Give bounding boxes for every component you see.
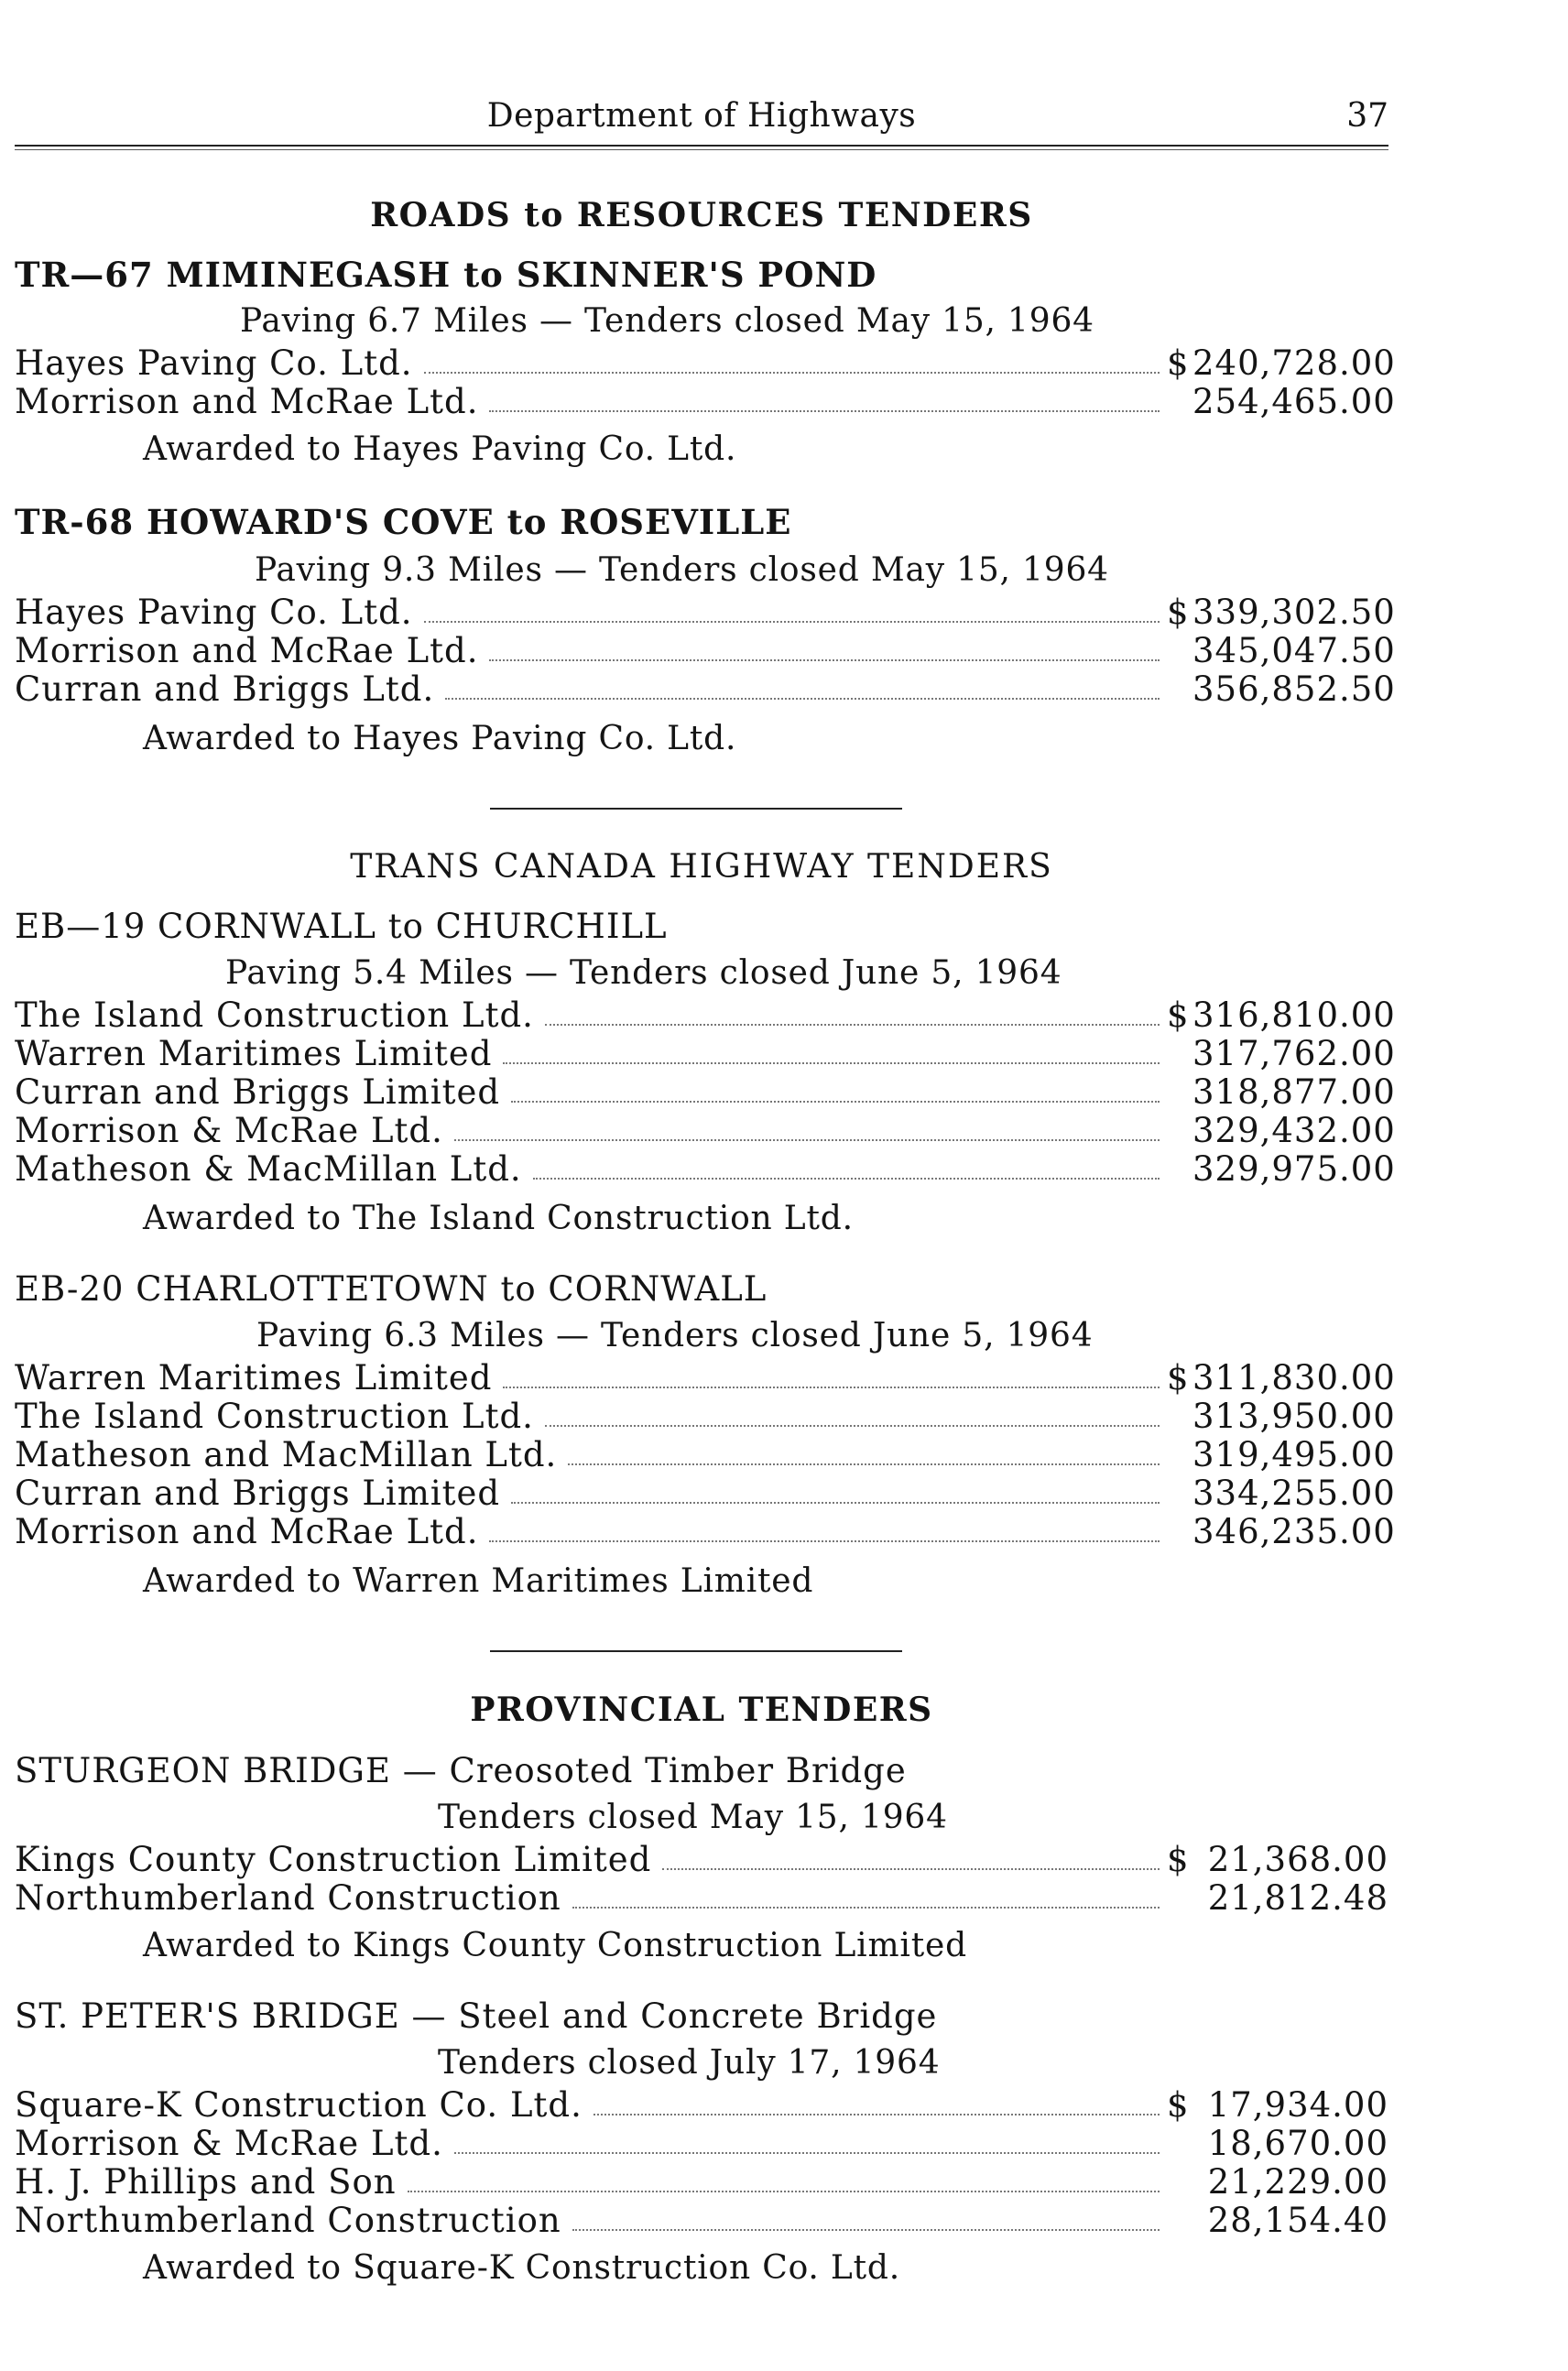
bid-row — [15, 1473, 1396, 1513]
bid-row — [15, 2161, 1388, 2202]
bid-amount: 329,975.00 — [1192, 1149, 1396, 1189]
bidder-name: Warren Maritimes Limited — [15, 1034, 493, 1073]
bid-row — [15, 1357, 1396, 1398]
section-divider — [490, 808, 902, 810]
dot-leader — [572, 2229, 1160, 2231]
bidder-name: Hayes Paving Co. Ltd. — [15, 343, 413, 383]
page-number: 37 — [1346, 97, 1388, 135]
tender-meta: Tenders closed May 15, 1964 — [438, 1799, 948, 1836]
bid-amount: 329,432.00 — [1192, 1111, 1396, 1150]
tender-meta: Paving 6.3 Miles — Tenders closed June 5, 1964 — [256, 1317, 1094, 1354]
dot-leader — [489, 410, 1160, 412]
bid-row — [15, 343, 1396, 383]
bidder-name: Northumberland Construction — [15, 1878, 561, 1918]
bid-amount: 21,368.00 — [1207, 1840, 1388, 1879]
header-rule-thin — [15, 149, 1388, 150]
dollar-sign: $ — [1167, 1840, 1190, 1879]
dot-leader — [568, 1463, 1160, 1465]
dot-leader — [424, 621, 1160, 623]
bid-amount: 313,950.00 — [1192, 1397, 1396, 1436]
dot-leader — [572, 1907, 1160, 1909]
bidder-name: Matheson & MacMillan Ltd. — [15, 1149, 522, 1189]
bidder-name: Morrison & McRae Ltd. — [15, 1111, 443, 1150]
dot-leader — [408, 2191, 1160, 2192]
dot-leader — [454, 1139, 1160, 1141]
section-heading: PROVINCIAL TENDERS — [470, 1691, 933, 1729]
bid-row — [15, 381, 1396, 421]
bidder-name: Square-K Construction Co. Ltd. — [15, 2085, 583, 2125]
running-header — [15, 92, 1388, 156]
dot-leader — [503, 1062, 1160, 1064]
dollar-sign: $ — [1167, 1358, 1190, 1398]
tender-title: TR-68 HOWARD'S COVE to ROSEVILLE — [15, 502, 792, 542]
section-divider — [490, 1650, 902, 1652]
bid-amount: 254,465.00 — [1192, 382, 1396, 421]
bid-row — [15, 1110, 1396, 1150]
bid-amount: 21,812.48 — [1207, 1878, 1388, 1918]
bidder-name: Curran and Briggs Ltd. — [15, 669, 435, 709]
bidder-name: Matheson and MacMillan Ltd. — [15, 1435, 558, 1474]
dot-leader — [445, 698, 1160, 700]
tender-title: EB—19 CORNWALL to CHURCHILL — [15, 907, 668, 946]
bid-row — [15, 1511, 1396, 1551]
dot-leader — [489, 1540, 1160, 1542]
bidder-name: Morrison and McRae Ltd. — [15, 1512, 479, 1551]
tender-title: TR—67 MIMINEGASH to SKINNER'S POND — [15, 255, 877, 295]
tender-meta: Paving 9.3 Miles — Tenders closed May 15, 1964 — [255, 551, 1109, 589]
awarded-line: Awarded to Square-K Construction Co. Ltd. — [143, 2249, 900, 2287]
bid-amount: 21,229.00 — [1207, 2162, 1388, 2202]
dot-leader — [662, 1868, 1160, 1870]
bidder-name: Northumberland Construction — [15, 2201, 561, 2240]
bid-row — [15, 1877, 1388, 1918]
dollar-sign: $ — [1167, 2085, 1190, 2125]
awarded-line: Awarded to Hayes Paving Co. Ltd. — [143, 430, 737, 468]
dollar-sign: $ — [1167, 593, 1190, 632]
bid-row — [15, 2123, 1388, 2163]
bid-amount: 17,934.00 — [1207, 2085, 1388, 2125]
bid-row — [15, 995, 1396, 1035]
tender-title: ST. PETER'S BRIDGE — Steel and Concrete Bridge — [15, 1996, 938, 2036]
section-heading: ROADS to RESOURCES TENDERS — [370, 196, 1033, 234]
bid-row — [15, 1148, 1396, 1189]
bid-amount: 317,762.00 — [1192, 1034, 1396, 1073]
bid-amount: 345,047.50 — [1192, 631, 1396, 670]
tender-meta: Paving 6.7 Miles — Tenders closed May 15, 1964 — [240, 302, 1094, 340]
bidder-name: Warren Maritimes Limited — [15, 1358, 493, 1398]
bid-amount: 356,852.50 — [1192, 669, 1396, 709]
bid-amount: 316,810.00 — [1192, 995, 1396, 1035]
tender-meta: Tenders closed July 17, 1964 — [438, 2044, 941, 2082]
bid-amount: 334,255.00 — [1192, 1474, 1396, 1513]
bidder-name: Hayes Paving Co. Ltd. — [15, 593, 413, 632]
bid-amount: 18,670.00 — [1207, 2124, 1388, 2163]
awarded-line: Awarded to Kings County Construction Limited — [143, 1927, 967, 1964]
bidder-name: Curran and Briggs Limited — [15, 1474, 501, 1513]
awarded-line: Awarded to Hayes Paving Co. Ltd. — [143, 720, 737, 757]
bid-row — [15, 1071, 1396, 1112]
bid-amount: 346,235.00 — [1192, 1512, 1396, 1551]
dot-leader — [593, 2114, 1160, 2115]
tender-meta: Paving 5.4 Miles — Tenders closed June 5, 1964 — [225, 954, 1062, 992]
bidder-name: Morrison and McRae Ltd. — [15, 382, 479, 421]
bidder-name: The Island Construction Ltd. — [15, 995, 534, 1035]
bid-amount: 28,154.40 — [1207, 2201, 1388, 2240]
bid-row — [15, 2084, 1388, 2125]
running-title: Department of Highways — [486, 97, 917, 135]
header-rule — [15, 145, 1388, 147]
bidder-name: Morrison and McRae Ltd. — [15, 631, 479, 670]
bid-row — [15, 2200, 1388, 2240]
bid-amount: 240,728.00 — [1192, 343, 1396, 383]
bid-row — [15, 1839, 1388, 1879]
dollar-sign: $ — [1167, 343, 1190, 383]
dot-leader — [533, 1178, 1160, 1180]
bid-amount: 319,495.00 — [1192, 1435, 1396, 1474]
bid-row — [15, 592, 1396, 632]
dot-leader — [511, 1502, 1160, 1504]
awarded-line: Awarded to The Island Construction Ltd. — [143, 1200, 854, 1237]
bid-row — [15, 630, 1396, 670]
section-heading: TRANS CANADA HIGHWAY TENDERS — [350, 848, 1053, 886]
dot-leader — [545, 1024, 1160, 1026]
bid-amount: 339,302.50 — [1192, 593, 1396, 632]
bidder-name: Morrison & McRae Ltd. — [15, 2124, 443, 2163]
dot-leader — [424, 372, 1160, 374]
bid-row — [15, 1396, 1396, 1436]
bid-row — [15, 1434, 1396, 1474]
bidder-name: Kings County Construction Limited — [15, 1840, 652, 1879]
bid-amount: 311,830.00 — [1192, 1358, 1396, 1398]
dot-leader — [503, 1387, 1160, 1388]
bidder-name: The Island Construction Ltd. — [15, 1397, 534, 1436]
dot-leader — [454, 2152, 1160, 2154]
dollar-sign: $ — [1167, 995, 1190, 1035]
awarded-line: Awarded to Warren Maritimes Limited — [143, 1562, 814, 1600]
tender-title: EB-20 CHARLOTTETOWN to CORNWALL — [15, 1269, 768, 1309]
dot-leader — [489, 659, 1160, 661]
dot-leader — [511, 1101, 1160, 1103]
bid-row — [15, 669, 1396, 709]
bidder-name: H. J. Phillips and Son — [15, 2162, 397, 2202]
bidder-name: Curran and Briggs Limited — [15, 1072, 501, 1112]
bid-row — [15, 1033, 1396, 1073]
tender-title: STURGEON BRIDGE — Creosoted Timber Bridge — [15, 1751, 907, 1790]
bid-amount: 318,877.00 — [1192, 1072, 1396, 1112]
dot-leader — [545, 1425, 1160, 1427]
